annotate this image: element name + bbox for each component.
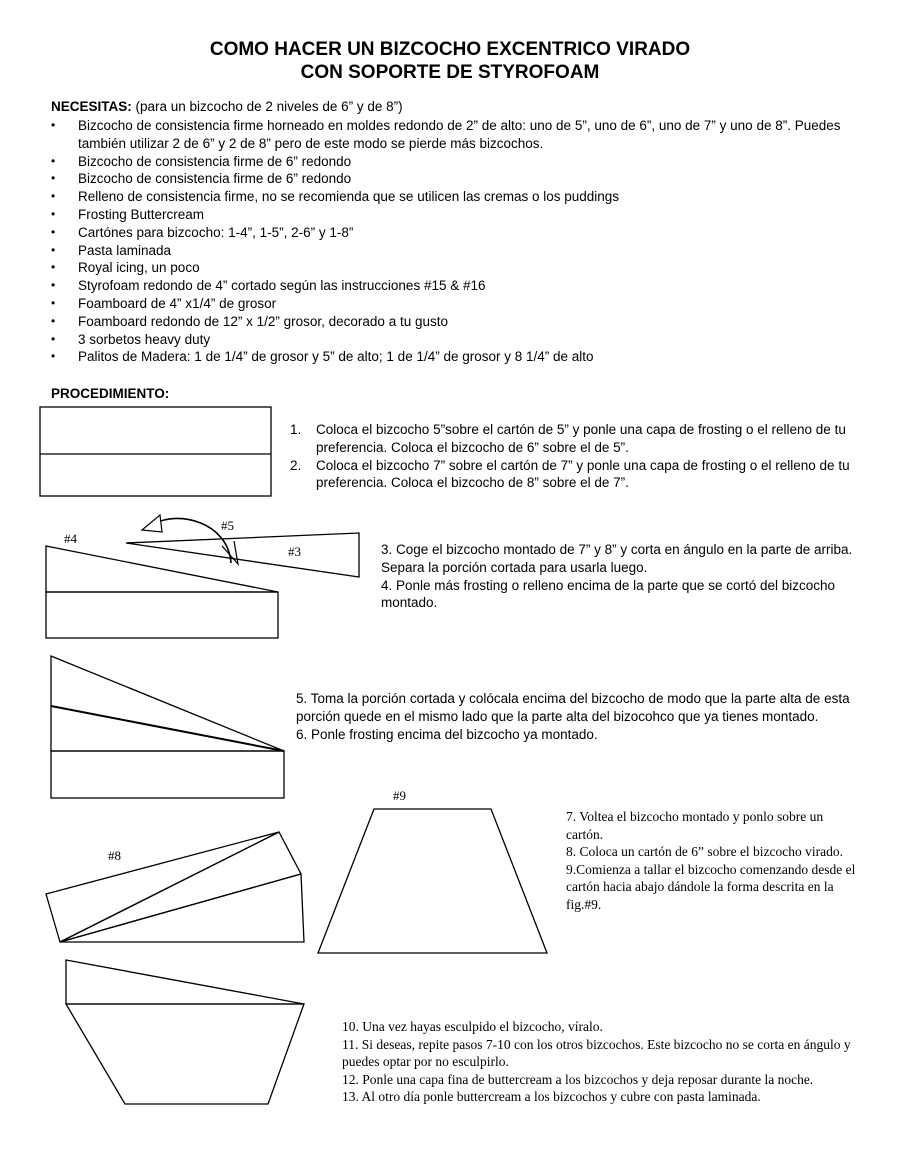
figure-label-4: #4: [64, 531, 77, 546]
step-11-text: 11. Si deseas, repite pasos 7-10 con los otros bizcochos. Este bizcocho no se corta en ángulo y puedes optar por no esculpirlo.: [342, 1036, 851, 1070]
figure-label-5: #5: [221, 518, 234, 533]
step-3-text: 3. Coge el bizcocho montado de 7” y 8” y corta en ángulo en la parte de arriba. Separa la porción cortada para usarla luego.: [381, 542, 853, 575]
step-2-number: 2.: [290, 457, 302, 473]
list-item: • Frosting Buttercream: [51, 206, 881, 224]
list-item: • Foamboard redondo de 12” x 1/2” grosor, decorado a tu gusto: [51, 313, 881, 331]
page-title: COMO HACER UN BIZCOCHO EXCENTRICO VIRADO: [209, 39, 691, 60]
page-subtitle: CON SOPORTE DE STYROFOAM: [300, 62, 600, 83]
cut-cake-figure: [46, 515, 359, 638]
final-cake-figure: [66, 960, 304, 1104]
step-12-text: 12. Ponle una capa fina de buttercream a los bizcochos y deja reposar durante la noche.: [342, 1071, 814, 1087]
step-5-text: 5. Toma la porción cortada y colócala encima del bizcocho de modo que la parte alta de esta porción quede en el mismo lado que la parte alta del bizocohco que ya tienes montado.: [296, 691, 850, 724]
list-item: • Relleno de consistencia firme, no se recomienda que se utilicen las cremas o los puddings: [51, 188, 881, 206]
figure-label-8: #8: [108, 848, 121, 863]
step-4-text: 4. Ponle más frosting o relleno encima de la parte que se cortó del bizcocho montado.: [381, 577, 836, 611]
procedure-heading: PROCEDIMIENTO:: [51, 386, 170, 401]
needs-heading: NECESITAS:: [51, 99, 132, 114]
list-item: • 3 sorbetos heavy duty: [51, 331, 881, 349]
carved-cake-figure-9: [318, 809, 547, 953]
figure-label-9: #9: [393, 788, 406, 803]
list-item: • Cartónes para bizcocho: 1-4”, 1-5”, 2-6” y 1-8”: [51, 224, 881, 242]
step-6-text: 6. Ponle frosting encima del bizcocho ya montado.: [296, 726, 598, 742]
list-item: • Bizcocho de consistencia firme de 6” redondo: [51, 170, 881, 188]
list-item: • Bizcocho de consistencia firme horneado en moldes redondo de 2” de alto: uno de 5”, uno de 6”, uno de 7” y uno de 8”. Puedes también utilizar 2 de 6” y 2 de 8” pero de este modo se pierde más bizcochos.: [51, 117, 881, 153]
list-item: • Pasta laminada: [51, 242, 881, 260]
turned-cake-figure-8: [46, 832, 304, 942]
step-1-number: 1.: [290, 422, 302, 437]
figure-label-3: #3: [288, 544, 301, 559]
step-1-text: Coloca el bizcocho 5”sobre el cartón de 5” y ponle una capa de frosting o el relleno de tu preferencia. Coloca el bizcocho de 6” sobre el de 5”.: [316, 422, 846, 455]
step-8-text: 8. Coloca un cartón de 6” sobre el bizcocho virado.: [566, 844, 844, 860]
list-item: • Foamboard de 4” x1/4” de grosor: [51, 295, 881, 313]
list-item: • Royal icing, un poco: [51, 259, 881, 277]
step-2-text: Coloca el bizcocho 7” sobre el cartón de 7” y ponle una capa de frosting o el relleno de tu preferencia. Coloca el bizcocho de 8” sobre el de 7”.: [316, 457, 850, 491]
list-item: • Styrofoam redondo de 4” cortado según las instrucciones #15 & #16: [51, 277, 881, 295]
step-13-text: 13. Al otro día ponle buttercream a los bizcochos y cubre con pasta laminada.: [342, 1089, 761, 1105]
step-9-text: 9.Comienza a tallar el bizcocho comenzando desde el cartón hacia abajo dándole la forma descrita en la fig.#9.: [566, 861, 856, 912]
wedge-stacked-figure: [51, 656, 284, 798]
list-item: • Palitos de Madera: 1 de 1/4” de grosor y 5” de alto; 1 de 1/4” de grosor y 8 1/4” de alto: [51, 348, 881, 366]
list-item: • Bizcocho de consistencia firme de 6” redondo: [51, 153, 881, 171]
step-10-text: 10. Una vez hayas esculpido el bizcocho, víralo.: [342, 1019, 603, 1034]
stacked-cake-figure: [40, 407, 271, 496]
step-7-text: 7. Voltea el bizcocho montado y ponlo sobre un cartón.: [566, 809, 824, 842]
needs-subheading: (para un bizcocho de 2 niveles de 6” y de 8”): [131, 99, 403, 114]
